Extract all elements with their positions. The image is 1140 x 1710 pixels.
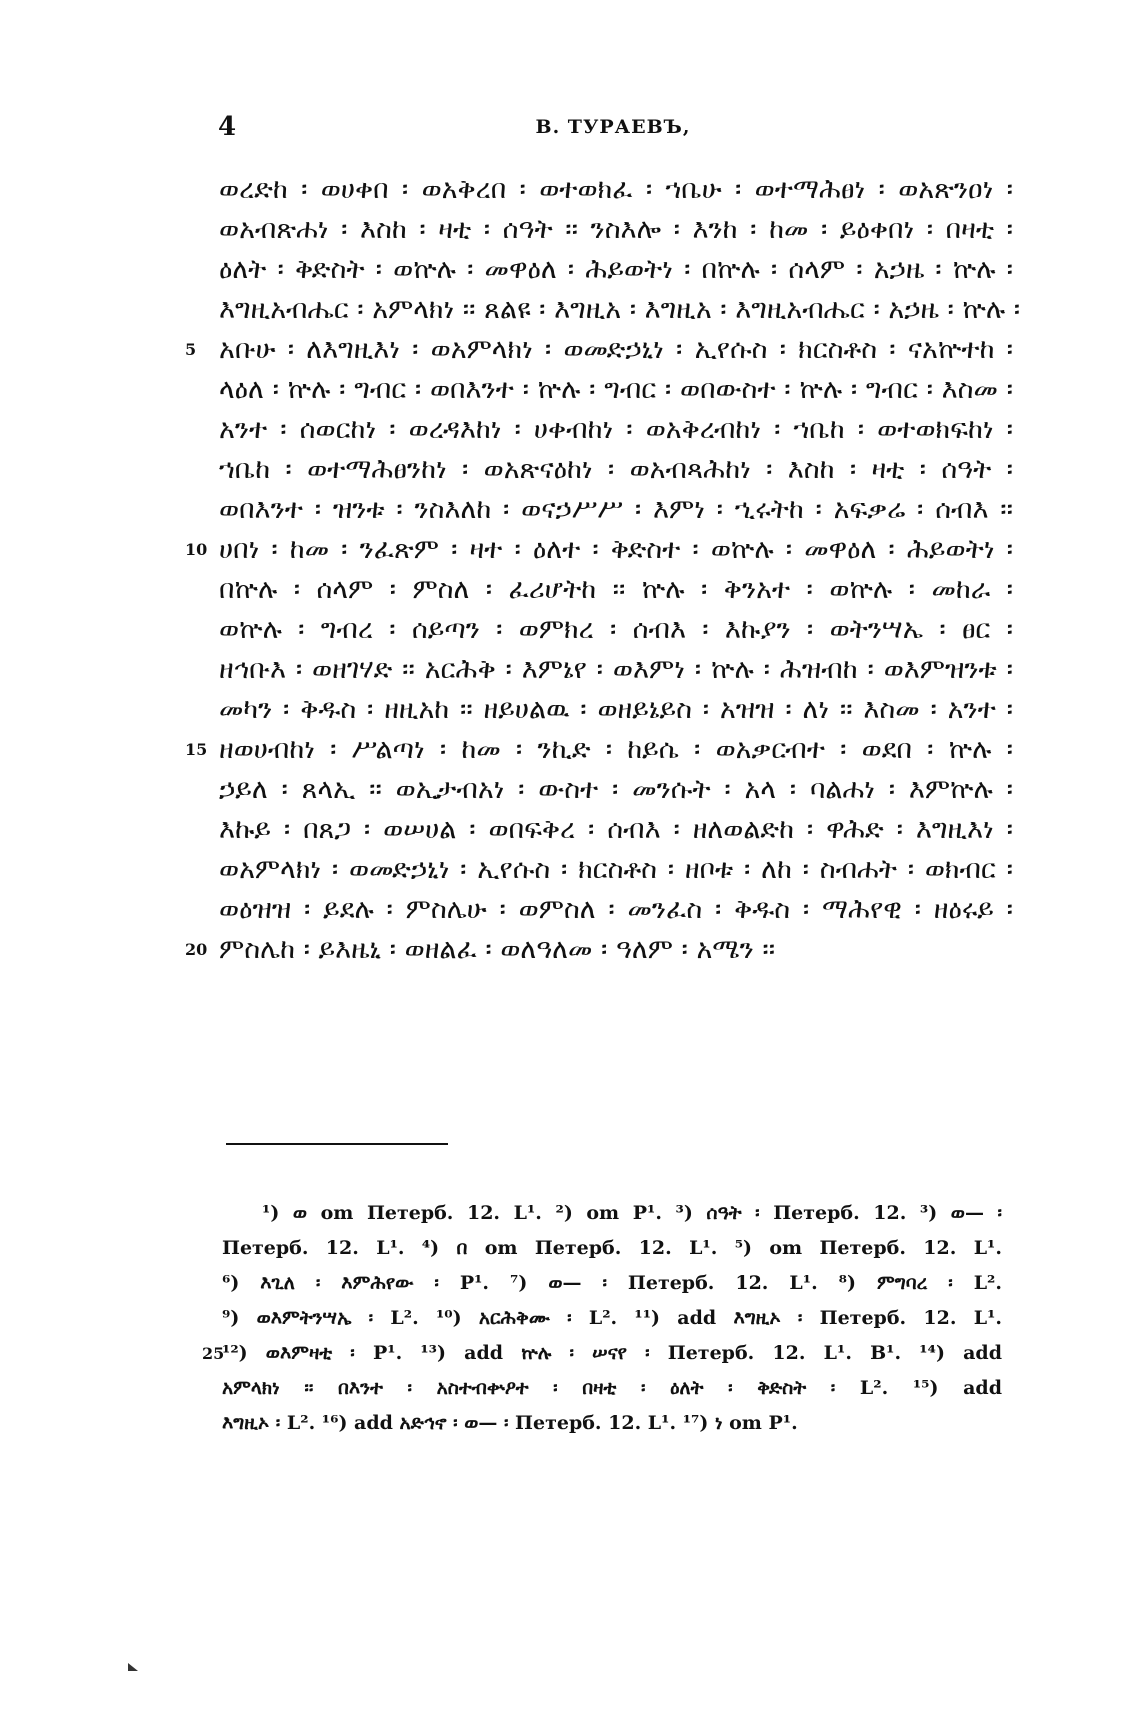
footnote-line (212, 1231, 1012, 1266)
line-text: አቡሁ ፡ ለእግዚእነ ፡ ወአምላክነ ፡ ወመድኃኒነ ፡ ኢየሱስ ፡ ክርስቶስ ፡ ናአኵተከ ፡ (219, 334, 1013, 365)
text-line (185, 250, 1025, 290)
text-line (185, 170, 1025, 210)
line-number: 20 (185, 940, 208, 959)
page-header (218, 112, 1008, 152)
text-line (185, 810, 1025, 850)
main-text (185, 170, 1025, 970)
line-text: ወበእንተ ፡ ዝንቱ ፡ ንስእለከ ፡ ወናኃሥሥ ፡ እምነ ፡ ኂሩትከ ፡ አፍቃሬ ፡ ሰብእ ፡፡ (219, 494, 1013, 525)
text-line (185, 490, 1025, 530)
text-line (185, 530, 1025, 570)
corner-mark-icon (128, 1663, 138, 1671)
footnotes (202, 1196, 1012, 1441)
line-text: ላዕለ ፡ ኵሉ ፡ ግብር ፡ ወበእንተ ፡ ኵሉ ፡ ግብር ፡ ወበውስተ ፡ ኵሉ ፡ ግብር ፡ እስመ ፡ (219, 374, 1013, 405)
line-text: ዕለት ፡ ቅድስት ፡ ወኵሉ ፡ መዋዕለ ፡ ሕይወትነ ፡ በኵሉ ፡ ሰላም ፡ አኃዜ ፡ ኵሉ ፡ (219, 254, 1013, 285)
text-line (185, 450, 1025, 490)
line-text: ዘኅቡእ ፡ ወዘገሃድ ፡፡ አርሕቅ ፡ እምኔየ ፡ ወእምነ ፡ ኵሉ ፡ ሕዝብከ ፡ ወእምዝንቱ ፡ (219, 654, 1013, 685)
text-line (185, 770, 1025, 810)
text-line (185, 210, 1025, 250)
text-line (185, 290, 1025, 330)
text-line (185, 410, 1025, 450)
text-line (185, 570, 1025, 610)
line-text: Петерб. 12. L¹. ⁴) በ om Петерб. 12. L¹. ⁵) om Петерб. 12. L¹. (222, 1237, 1002, 1259)
line-text: ሀበነ ፡ ከመ ፡ ንፈጽም ፡ ዛተ ፡ ዕለተ ፡ ቅድስተ ፡ ወኵሉ ፡ መዋዕለ ፡ ሕይወትነ ፡ (219, 534, 1013, 565)
line-text: አምላክነ ፡፡ በእንተ ፡ አስተብቍዖተ ፡ በዛቲ ፡ ዕለት ፡ ቅድስት ፡ L². ¹⁵) add (222, 1377, 1002, 1399)
footnote-line (212, 1406, 1012, 1441)
line-text: ዘወሀብከነ ፡ ሥልጣነ ፡ ከመ ፡ ንኪድ ፡ ከይሴ ፡ ወአቃርብተ ፡ ወደበ ፡ ኵሉ ፡ (219, 734, 1013, 765)
running-head: В. ТУРАЕВЪ, (535, 116, 691, 138)
text-line (185, 850, 1025, 890)
text-line (185, 370, 1025, 410)
line-text: ወኵሉ ፡ ግብረ ፡ ሰይጣን ፡ ወምክረ ፡ ሰብእ ፡ እኩያን ፡ ወትንሣኤ ፡ ፀር ፡ (219, 614, 1013, 645)
footnote-rule (226, 1143, 448, 1145)
line-text: በኵሉ ፡ ሰላም ፡ ምስለ ፡ ፈሪሆትከ ፡፡ ኵሉ ፡ ቅንአተ ፡ ወኵሉ ፡ መከራ ፡ (219, 574, 1013, 605)
line-number: 25 (202, 1344, 225, 1363)
line-text: መካን ፡ ቅዱስ ፡ ዘዚአከ ፡፡ ዘይሀልዉ ፡ ወዘይኔይስ ፡ አዝዝ ፡ ለነ ፡፡ እስመ ፡ አንተ ፡ (219, 694, 1013, 725)
line-text: አንተ ፡ ሰወርከነ ፡ ወረዳእከነ ፡ ሀቀብከነ ፡ ወአቅረብከነ ፡ ኀቤከ ፡ ወተወክፍከነ ፡ (219, 414, 1013, 445)
page-number: 4 (218, 112, 237, 142)
line-text: ¹) ወ om Петерб. 12. L¹. ²) om P¹. ³) ሰዓት ፡ Петерб. 12. ³) ወ— ፡ (262, 1202, 1002, 1224)
line-text: እኩይ ፡ በጸጋ ፡ ወሠሀል ፡ ወበፍቅረ ፡ ሰብእ ፡ ዘለወልድከ ፡ ዋሕድ ፡ እግዚእነ ፡ (219, 814, 1013, 845)
line-text: ወአምላክነ ፡ ወመድኃኒነ ፡ ኢየሱስ ፡ ክርስቶስ ፡ ዘቦቱ ፡ ለከ ፡ ስብሐት ፡ ወክብር ፡ (219, 854, 1013, 885)
footnote-line (212, 1266, 1012, 1301)
line-text: እግዚአብሔር ፡ አምላክነ ፡፡ ጸልዩ ፡ እግዚአ ፡ እግዚአ ፡ እግዚአብሔር ፡ አኃዜ ፡ ኵሉ ፡ (219, 294, 1021, 325)
footnote-line (212, 1196, 1012, 1231)
line-text: ምስሌከ ፡ ይእዜኒ ፡ ወዘልፈ ፡ ወለዓለመ ፡ ዓለም ፡ አሜን ፡፡ (219, 934, 776, 965)
line-text: ⁹) ወእምትንሣኤ ፡ L². ¹⁰) አርሕቅሙ ፡ L². ¹¹) add እግዚኦ ፡ Петерб. 12. L¹. (222, 1307, 1002, 1329)
text-line (185, 690, 1025, 730)
text-line (185, 930, 1025, 970)
text-line (185, 610, 1025, 650)
line-text: እግዚኦ ፡ L². ¹⁶) add አድኅኖ ፡ ወ— ፡ Петерб. 12. L¹. ¹⁷) ነ om P¹. (222, 1412, 798, 1434)
line-text: ወዕዝዝ ፡ ይደሉ ፡ ምስሌሁ ፡ ወምስለ ፡ መንፈስ ፡ ቅዱስ ፡ ማሕየዊ ፡ ዘዕሩይ ፡ (219, 894, 1013, 925)
line-text: ወረድከ ፡ ወሀቀበ ፡ ወአቅረበ ፡ ወተወክፈ ፡ ኀቤሁ ፡ ወተማሕፀነ ፡ ወአጽንዐነ ፡ (219, 174, 1013, 205)
text-line (185, 730, 1025, 770)
line-text: ኃይለ ፡ ጸላኢ ፡፡ ወኢታብአነ ፡ ውስተ ፡ መንሱት ፡ አላ ፡ ባልሐነ ፡ እምኵሉ ፡ (219, 774, 1013, 805)
line-text: ⁶) እጊለ ፡ እምሕየው ፡ P¹. ⁷) ወ— ፡ Петерб. 12. L¹. ⁸) ምግባረ ፡ L². (222, 1272, 1002, 1294)
footnote-line (202, 1336, 1012, 1371)
text-line (185, 330, 1025, 370)
line-text: ¹²) ወእምዛቲ ፡ P¹. ¹³) add ኵሉ ፡ ሠናየ ፡ Петерб. 12. L¹. B¹. ¹⁴) add (222, 1342, 1002, 1364)
text-line (185, 890, 1025, 930)
line-number: 10 (185, 540, 208, 559)
line-number: 5 (185, 340, 197, 359)
line-number: 15 (185, 740, 208, 759)
text-line (185, 650, 1025, 690)
line-text: ወአብጽሐነ ፡ እስከ ፡ ዛቲ ፡ ሰዓት ፡፡ ንስእሎ ፡ እንከ ፡ ከመ ፡ ይዕቀበነ ፡ በዛቲ ፡ (219, 214, 1013, 245)
line-text: ኀቤከ ፡ ወተማሕፀንከነ ፡ ወአጽናዕከነ ፡ ወአብጻሕከነ ፡ እስከ ፡ ዛቲ ፡ ሰዓት ፡ (219, 454, 1013, 485)
footnote-line (212, 1371, 1012, 1406)
footnote-line (212, 1301, 1012, 1336)
